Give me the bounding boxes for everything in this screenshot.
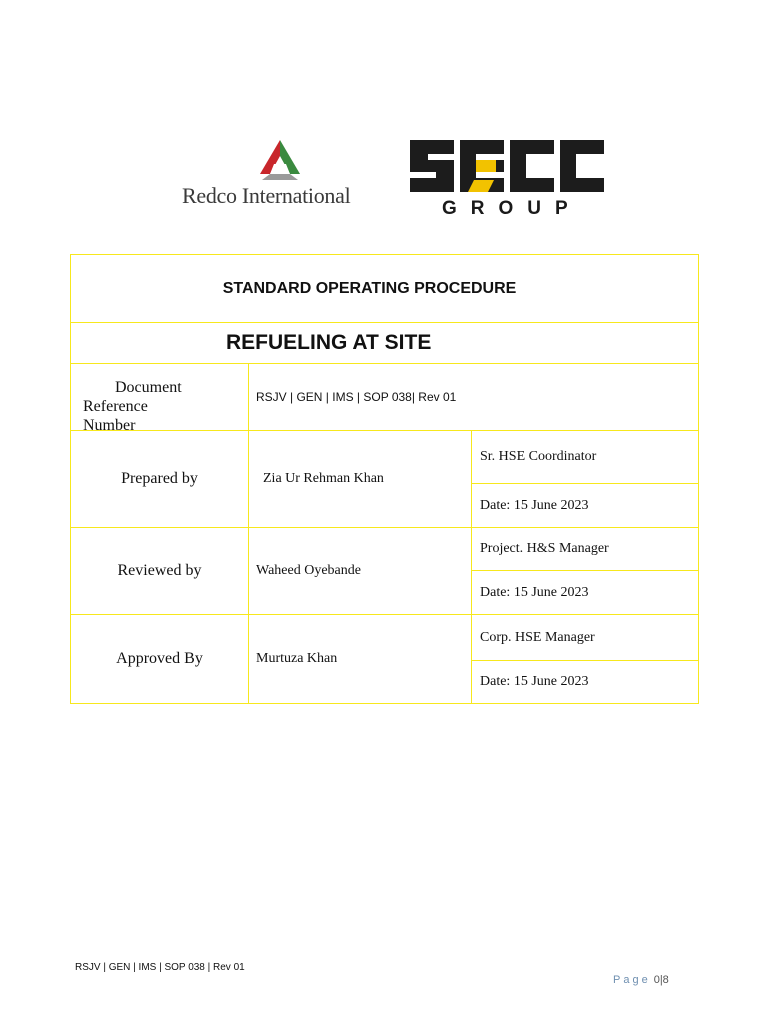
cover-table [70, 254, 699, 704]
secc-wordmark [408, 136, 608, 196]
secc-group-label: GROUP [442, 198, 582, 219]
approved-by-label: Approved By [71, 615, 249, 704]
reviewed-by-role: Project. H&S Manager [472, 528, 699, 571]
sop-heading: STANDARD OPERATING PROCEDURE [71, 255, 699, 323]
approved-by-date: Date: 15 June 2023 [472, 661, 699, 704]
secc-logo [408, 136, 608, 220]
reviewed-by-name: Waheed Oyebande [249, 528, 472, 615]
footer-page-number [613, 974, 669, 986]
page-number: 0|8 [653, 974, 669, 986]
document-title: REFUELING AT SITE [71, 323, 699, 364]
redco-name: Redco International [182, 183, 351, 208]
reviewed-by-date: Date: 15 June 2023 [472, 571, 699, 615]
doc-ref-label-line3: Number [83, 417, 136, 431]
footer-doc-code: RSJV | GEN | IMS | SOP 038 | Rev 01 [75, 962, 245, 973]
reviewed-by-label: Reviewed by [71, 528, 249, 615]
approved-by-name: Murtuza Khan [249, 615, 472, 704]
prepared-by-name: Zia Ur Rehman Khan [249, 431, 472, 528]
doc-ref-label [71, 364, 249, 431]
approved-by-role: Corp. HSE Manager [472, 615, 699, 661]
prepared-by-role: Sr. HSE Coordinator [472, 431, 699, 484]
prepared-by-label: Prepared by [71, 431, 249, 528]
prepared-by-date: Date: 15 June 2023 [472, 484, 699, 528]
redco-logo [182, 134, 382, 214]
doc-ref-label-line1: Document [115, 379, 182, 396]
header-logos [0, 0, 768, 240]
page-word: Page [613, 974, 651, 986]
doc-ref-value: RSJV | GEN | IMS | SOP 038| Rev 01 [249, 364, 699, 431]
redco-emblem-icon [246, 138, 314, 182]
doc-ref-label-line2: Reference [83, 398, 148, 415]
